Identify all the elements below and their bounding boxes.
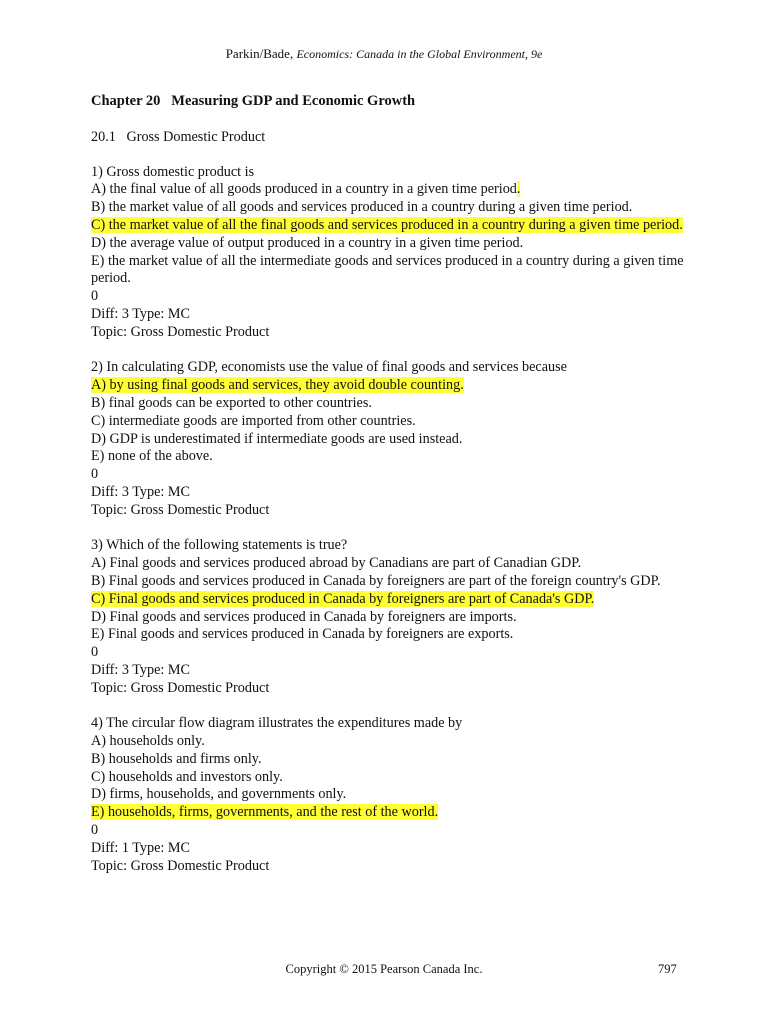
header-book-title: Economics: Canada in the Global Environment, 9e [296, 47, 543, 61]
option-a: A) Final goods and services produced abroad by Canadians are part of Canadian GDP. [91, 555, 582, 572]
option-b: B) final goods can be exported to other countries. [91, 394, 372, 411]
option-b: B) Final goods and services produced in Canada by foreigners are part of the foreign country's GDP. [91, 572, 661, 589]
option-d: D) the average value of output produced in a country in a given time period. [91, 234, 524, 251]
answer-value: 0 [91, 644, 99, 661]
option-a: A) households only. [91, 733, 205, 750]
option-d: D) firms, households, and governments only. [91, 786, 347, 803]
option-c-correct [91, 591, 691, 609]
topic: Topic: Gross Domestic Product [91, 501, 270, 518]
option-e: E) none of the above. [91, 448, 213, 465]
topic: Topic: Gross Domestic Product [91, 323, 270, 340]
option-e-correct [91, 804, 691, 822]
option-a-correct [91, 377, 691, 395]
question-1 [91, 164, 691, 342]
answer-value: 0 [91, 288, 99, 305]
question-stem: 4) The circular flow diagram illustrates the expenditures made by [91, 715, 463, 732]
question-stem: 3) Which of the following statements is true? [91, 537, 348, 554]
topic: Topic: Gross Domestic Product [91, 679, 270, 696]
topic: Topic: Gross Domestic Product [91, 857, 270, 874]
difficulty-type: Diff: 3 Type: MC [91, 483, 190, 500]
running-header [0, 46, 768, 62]
difficulty-type: Diff: 1 Type: MC [91, 839, 190, 856]
question-4 [91, 715, 691, 875]
question-3 [91, 537, 691, 697]
option-a [91, 181, 691, 199]
answer-value: 0 [91, 466, 99, 483]
page-number: 797 [658, 962, 677, 976]
question-stem: 1) Gross domestic product is [91, 163, 255, 180]
highlighted-answer: C) Final goods and services produced in Canada by foreigners are part of Canada's GDP. [91, 590, 595, 607]
option-d: D) Final goods and services produced in Canada by foreigners are imports. [91, 608, 517, 625]
section-title: 20.1 Gross Domestic Product [91, 128, 266, 145]
difficulty-type: Diff: 3 Type: MC [91, 305, 190, 322]
option-c-correct [91, 217, 691, 235]
header-authors: Parkin/Bade, [225, 46, 297, 61]
option-d: D) GDP is underestimated if intermediate goods are used instead. [91, 430, 463, 447]
option-a-tail: . [516, 181, 521, 198]
option-c: C) households and investors only. [91, 768, 283, 785]
highlighted-answer: C) the market value of all the final goods and services produced in a country during a given time period. [91, 216, 683, 233]
answer-value: 0 [91, 822, 99, 839]
chapter-title: Chapter 20 Measuring GDP and Economic Growth [91, 93, 416, 109]
highlighted-answer: A) by using final goods and services, they avoid double counting. [91, 377, 464, 394]
question-2 [91, 359, 691, 519]
question-stem: 2) In calculating GDP, economists use the value of final goods and services because [91, 359, 567, 376]
option-c: C) intermediate goods are imported from other countries. [91, 412, 416, 429]
option-b: B) households and firms only. [91, 750, 262, 767]
copyright-notice: Copyright © 2015 Pearson Canada Inc. [285, 962, 483, 976]
highlighted-answer: E) households, firms, governments, and the rest of the world. [91, 804, 439, 821]
difficulty-type: Diff: 3 Type: MC [91, 661, 190, 678]
page-content [91, 93, 691, 893]
option-e: E) Final goods and services produced in Canada by foreigners are exports. [91, 626, 514, 643]
option-a-text: A) the final value of all goods produced in a country in a given time period [91, 181, 517, 198]
option-e: E) the market value of all the intermediate goods and services produced in a country during a given time period. [91, 252, 684, 287]
option-b: B) the market value of all goods and services produced in a country during a given time period. [91, 199, 633, 216]
